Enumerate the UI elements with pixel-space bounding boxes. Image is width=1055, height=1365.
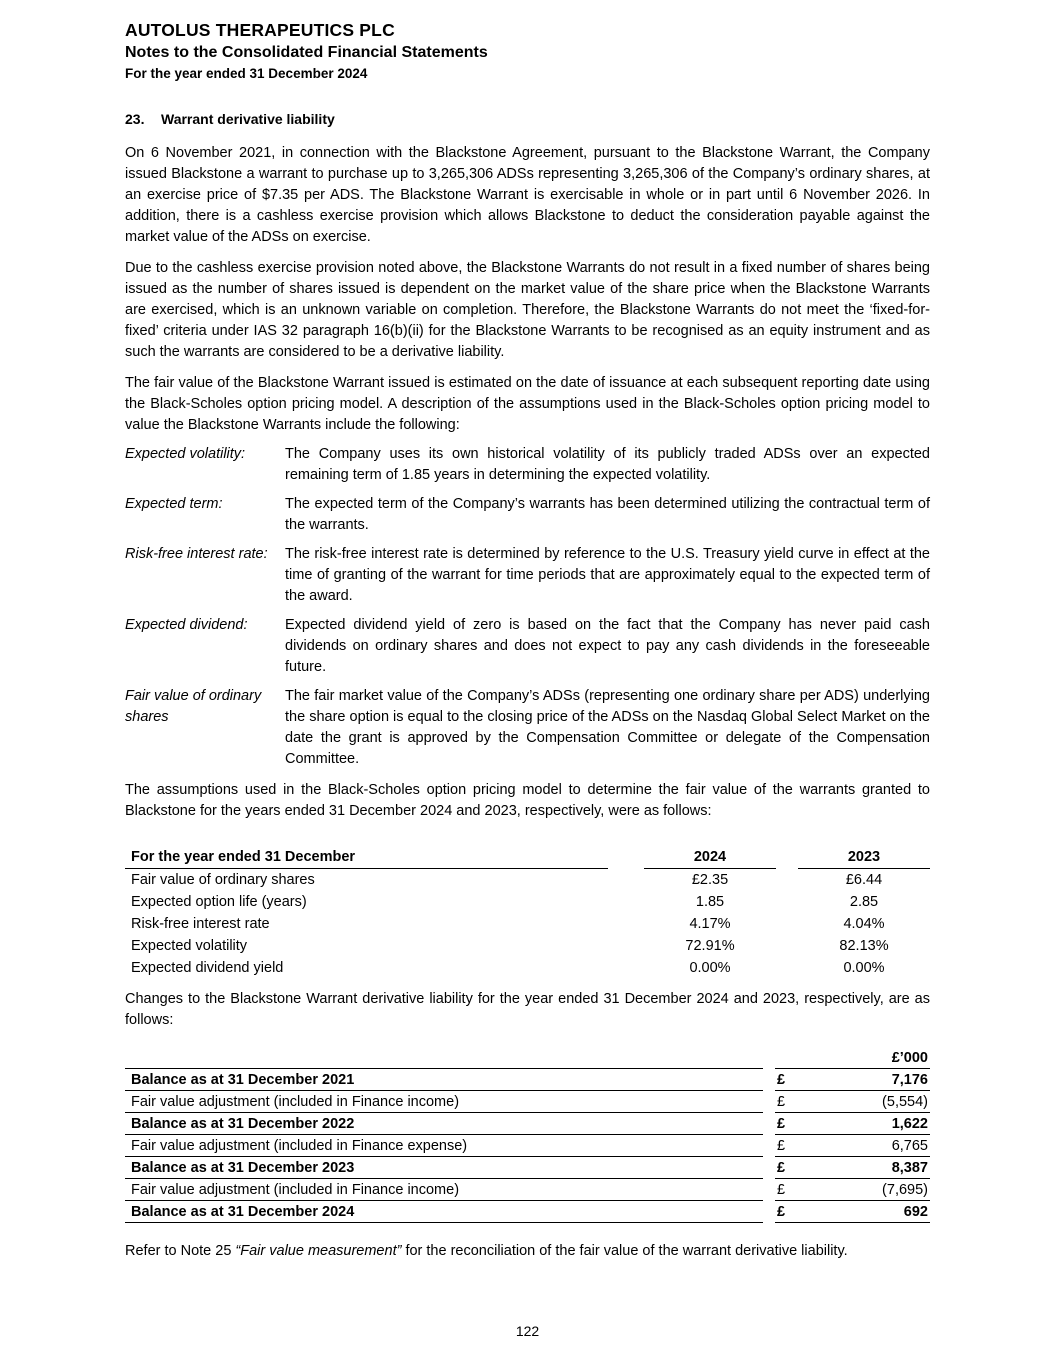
definition-text: The Company uses its own historical volatility of its publicly traded ADSs over an expected remaining term of 1.85 years in determining the expected volatility. bbox=[285, 446, 930, 483]
definition-text: The fair market value of the Company’s ADSs (representing one ordinary share per ADS) underlying the share option is equal to the closing price of the ADSs on the Nasdaq Global Select Market on the date the grant is approved by the Compensation Committee or delegate of the Compensation Committee. bbox=[285, 688, 930, 767]
row-label: Balance as at 31 December 2024 bbox=[125, 1201, 763, 1223]
footnote-prefix: Refer to Note 25 bbox=[125, 1243, 236, 1259]
row-label: Expected option life (years) bbox=[131, 894, 307, 910]
row-label: Fair value adjustment (included in Finance income) bbox=[125, 1179, 763, 1201]
definition-text: Expected dividend yield of zero is based on the fact that the Company has never paid cash dividends on ordinary shares and does not expect to pay any cash dividends in the foreseeable future. bbox=[285, 617, 930, 675]
amount: 692 bbox=[903, 1203, 928, 1220]
currency-symbol: £ bbox=[777, 1071, 786, 1088]
amount: 7,176 bbox=[891, 1071, 928, 1088]
value-2023: 82.13% bbox=[839, 938, 889, 954]
paragraph-assumptions-intro: The assumptions used in the Black-Scholes option pricing model to determine the fair value of the warrants granted to Blackstone for the years ended 31 December 2024 and 2023, respectively, were as follows: bbox=[125, 782, 930, 819]
definition-term: Risk-free interest rate: bbox=[125, 546, 268, 562]
value-2024: 72.91% bbox=[685, 938, 735, 954]
value-2023: £6.44 bbox=[845, 872, 883, 888]
document-period: For the year ended 31 December 2024 bbox=[125, 66, 368, 81]
section-heading bbox=[125, 111, 930, 127]
table-row-balance-2022 bbox=[125, 1113, 930, 1135]
page-number: 122 bbox=[515, 1323, 540, 1339]
row-label: Balance as at 31 December 2023 bbox=[125, 1157, 763, 1179]
table-row-balance-2024 bbox=[125, 1201, 930, 1223]
assumption-definitions bbox=[125, 444, 930, 770]
table-row bbox=[125, 869, 930, 891]
footnote-reference bbox=[125, 1241, 930, 1262]
amount: (5,554) bbox=[882, 1093, 928, 1110]
definition-term: Fair value of ordinary shares bbox=[125, 688, 262, 725]
definition-term: Expected volatility: bbox=[125, 446, 246, 462]
amount: 8,387 bbox=[891, 1159, 928, 1176]
definition-row-expected-volatility bbox=[125, 444, 930, 486]
table-row bbox=[125, 913, 930, 935]
definition-text: The risk-free interest rate is determined by reference to the U.S. Treasury yield curve in effect at the time of granting of the warrant for time periods that are approximately equal to the expected term of the award. bbox=[285, 546, 930, 604]
row-label: Fair value adjustment (included in Finance income) bbox=[125, 1091, 763, 1113]
table-row bbox=[125, 935, 930, 957]
table-row-balance-2021 bbox=[125, 1069, 930, 1091]
row-label: Balance as at 31 December 2022 bbox=[125, 1113, 763, 1135]
row-label: Balance as at 31 December 2021 bbox=[125, 1069, 763, 1091]
assumptions-header-2023: 2023 bbox=[798, 846, 930, 869]
unit-header: £’000 bbox=[775, 1047, 930, 1069]
value-2023: 0.00% bbox=[843, 960, 885, 976]
liability-movement-table bbox=[125, 1047, 930, 1223]
definition-text: The expected term of the Company’s warrants has been determined utilizing the contractual term of the warrants. bbox=[285, 496, 930, 533]
row-label: Expected dividend yield bbox=[131, 960, 284, 976]
value-2024: 1.85 bbox=[695, 894, 725, 910]
row-label: Fair value of ordinary shares bbox=[131, 872, 315, 888]
footnote-note-title: “Fair value measurement” bbox=[235, 1243, 402, 1259]
table-row bbox=[125, 891, 930, 913]
amount: 1,622 bbox=[891, 1115, 928, 1132]
definition-row-expected-term bbox=[125, 494, 930, 536]
value-2023: 4.04% bbox=[843, 916, 885, 932]
paragraph-warrant-issuance: On 6 November 2021, in connection with the Blackstone Agreement, pursuant to the Blackstone Warrant, the Company issued Blackstone a warrant to purchase up to 3,265,306 ADSs representing 3,265,306 of the Company’s ordinary shares, at an exercise price of $7.35 per ADS. The Blackstone Warrant is exercisable in whole or in part until 6 November 2026. In addition, there is a cashless exercise provision which allows Blackstone to deduct the consideration payable against the market value of the ADSs on exercise. bbox=[125, 145, 930, 245]
amount: (7,695) bbox=[882, 1181, 928, 1198]
section-number: 23. bbox=[125, 111, 145, 127]
company-name: AUTOLUS THERAPEUTICS PLC bbox=[125, 20, 395, 40]
definition-term: Expected dividend: bbox=[125, 617, 248, 633]
value-2024: 4.17% bbox=[689, 916, 731, 932]
table-row-adjustment-2024 bbox=[125, 1179, 930, 1201]
definition-row-expected-dividend bbox=[125, 615, 930, 678]
row-value-cell bbox=[775, 1179, 930, 1201]
currency-symbol: £ bbox=[777, 1093, 786, 1110]
assumptions-table-header bbox=[125, 846, 930, 869]
footnote-suffix: for the reconciliation of the fair value of the warrant derivative liability. bbox=[401, 1243, 848, 1259]
document-title: Notes to the Consolidated Financial Statements bbox=[125, 44, 488, 61]
paragraph-fair-value-model: The fair value of the Blackstone Warrant issued is estimated on the date of issuance at each subsequent reporting date using the Black-Scholes option pricing model. A description of the assumptions used in the Black-Scholes option pricing model to value the Blackstone Warrants include the following: bbox=[125, 375, 930, 433]
row-label: Fair value adjustment (included in Finance expense) bbox=[125, 1135, 763, 1157]
currency-symbol: £ bbox=[777, 1137, 786, 1154]
table-row-adjustment-2022 bbox=[125, 1091, 930, 1113]
header-spacer bbox=[125, 1047, 763, 1069]
row-label: Expected volatility bbox=[131, 938, 248, 954]
currency-symbol: £ bbox=[777, 1159, 786, 1176]
row-value-cell bbox=[775, 1113, 930, 1135]
row-value-cell bbox=[775, 1201, 930, 1223]
liability-table-header bbox=[125, 1047, 930, 1069]
definition-row-fair-value-shares bbox=[125, 686, 930, 770]
row-value-cell bbox=[775, 1157, 930, 1179]
value-2023: 2.85 bbox=[849, 894, 879, 910]
row-value-cell bbox=[775, 1069, 930, 1091]
assumptions-table bbox=[125, 846, 930, 979]
assumptions-header-label: For the year ended 31 December bbox=[125, 846, 608, 869]
definition-row-risk-free-rate bbox=[125, 544, 930, 607]
currency-symbol: £ bbox=[777, 1181, 786, 1198]
paragraph-cashless-provision: Due to the cashless exercise provision noted above, the Blackstone Warrants do not result in a fixed number of shares being issued as the number of shares issued is dependent on the market value of the share price when the Blackstone Warrants are exercised, which is an unknown variable on completion. Therefore, the Blackstone Warrants do not meet the ‘fixed-for-fixed’ criteria under IAS 32 paragraph 16(b)(ii) for the Blackstone Warrants to be recognised as an equity instrument and as such the warrants are considered to be a derivative liability. bbox=[125, 260, 930, 360]
paragraph-changes-intro: Changes to the Blackstone Warrant derivative liability for the year ended 31 December 2024 and 2023, respectively, are as follows: bbox=[125, 991, 930, 1028]
currency-symbol: £ bbox=[777, 1203, 786, 1220]
definition-term: Expected term: bbox=[125, 496, 223, 512]
table-row-balance-2023 bbox=[125, 1157, 930, 1179]
assumptions-header-2024: 2024 bbox=[644, 846, 776, 869]
row-value-cell bbox=[775, 1135, 930, 1157]
currency-symbol: £ bbox=[777, 1115, 786, 1132]
section-title: Warrant derivative liability bbox=[161, 111, 335, 127]
page-header bbox=[125, 20, 930, 81]
table-row-adjustment-2023 bbox=[125, 1135, 930, 1157]
value-2024: £2.35 bbox=[691, 872, 729, 888]
row-value-cell bbox=[775, 1091, 930, 1113]
amount: 6,765 bbox=[891, 1137, 928, 1154]
table-row bbox=[125, 957, 930, 979]
row-label: Risk-free interest rate bbox=[131, 916, 270, 932]
value-2024: 0.00% bbox=[689, 960, 731, 976]
